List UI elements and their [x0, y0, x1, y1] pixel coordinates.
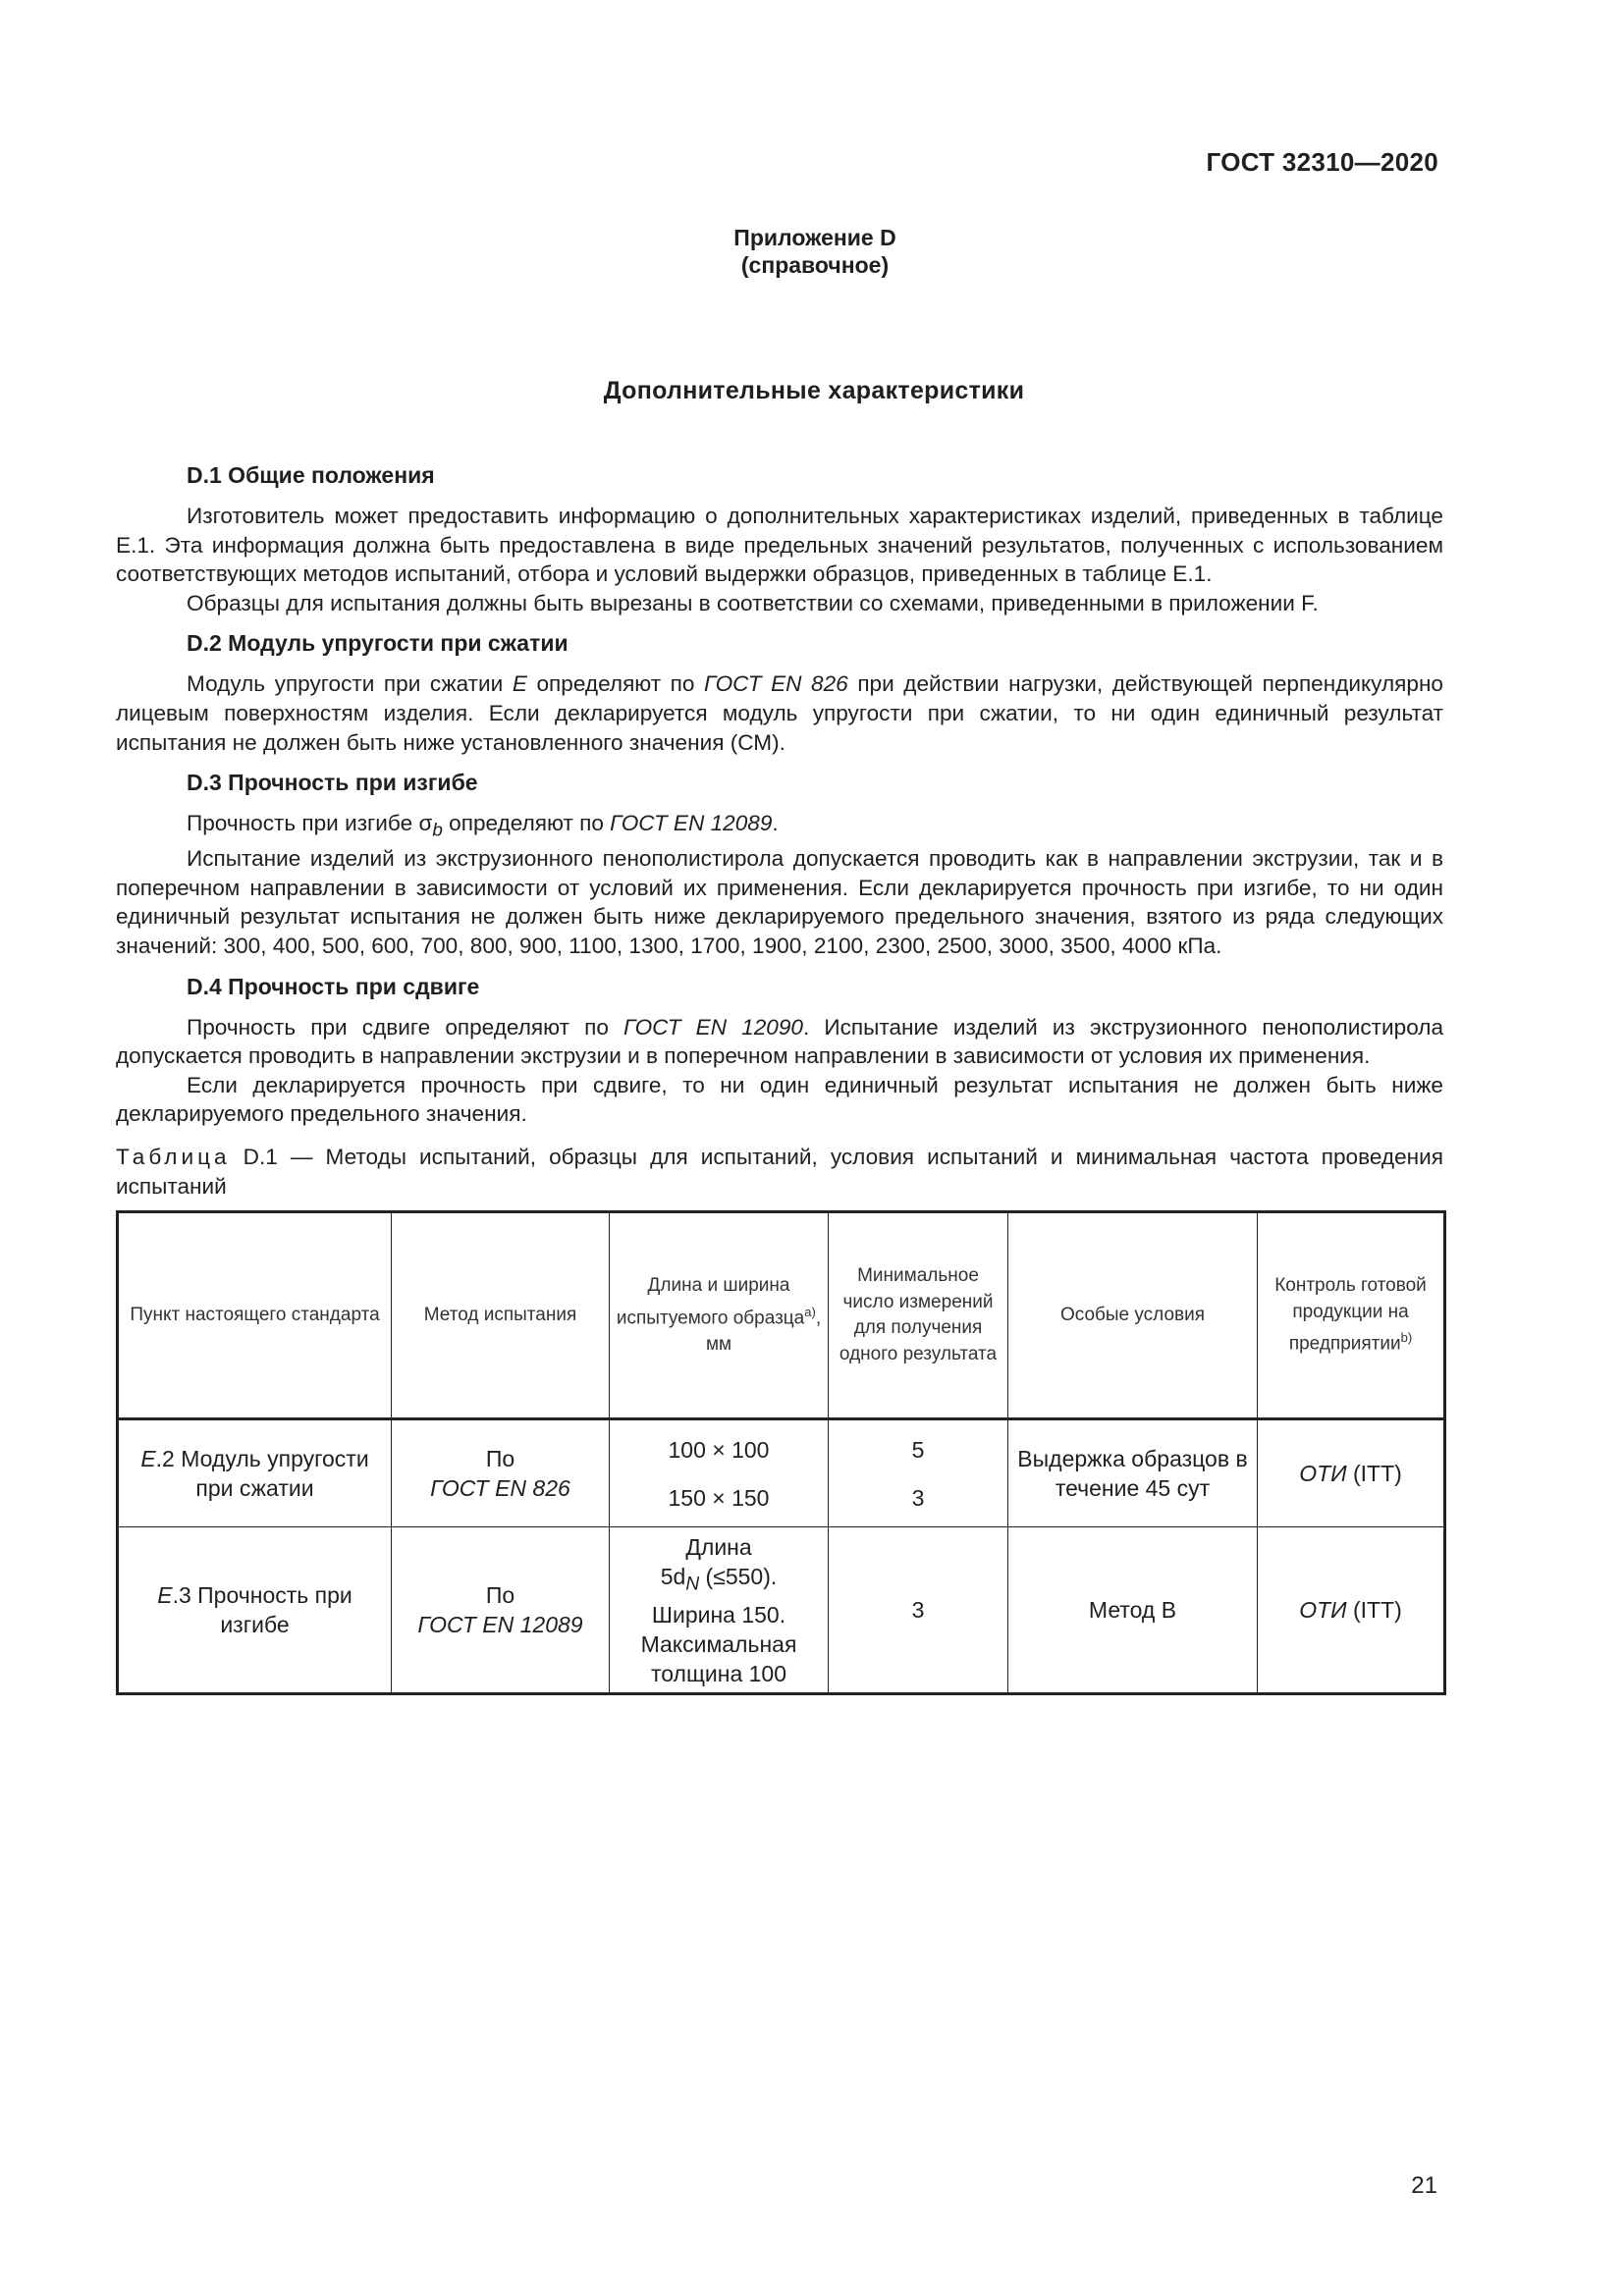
- table-header-row: [118, 1212, 1445, 1419]
- paragraph: [116, 669, 1443, 757]
- annex-subtitle: (справочное): [740, 252, 890, 278]
- caption-label: Таблица: [116, 1145, 231, 1170]
- standard-reference: ГОСТ EN 12090: [623, 1014, 803, 1040]
- clause-ref: Е: [140, 1446, 156, 1472]
- column-header: Пункт настоящего стандарта: [118, 1212, 392, 1419]
- symbol: E: [512, 671, 527, 697]
- cell-text: По: [485, 1582, 515, 1609]
- table-cell: [829, 1419, 1008, 1527]
- table-cell: [118, 1419, 392, 1527]
- paragraph: Испытание изделий из экструзионного пенополистирола допускается проводить как в направлении экструзии, так и в поперечном направлении в зависимости от условий их применения. Если декларируется прочность при изгибе, то ни один единичный результат испытания не должен быть ниже декларируемого предельного значения, взятого из ряда следующих значений: 300, 400, 500, 600, 700, 800, 900, 1100, 1300, 1700, 1900, 2100, 2300, 2500, 3000, 3500, 4000 кПа.: [116, 846, 1443, 959]
- table-cell: [118, 1527, 392, 1694]
- section-heading-d4: D.4 Прочность при сдвиге: [187, 973, 480, 999]
- table-cell: 3: [829, 1527, 1008, 1694]
- cell-text: 5: [911, 1436, 925, 1463]
- standard-reference: ГОСТ EN 826: [704, 671, 848, 697]
- section-heading-d3: D.3 Прочность при изгибе: [187, 770, 478, 796]
- cell-text: 150 × 150: [668, 1484, 770, 1511]
- cell-text: Длина: [685, 1533, 752, 1560]
- standard-reference: ГОСТ EN 12089: [417, 1612, 583, 1638]
- document-body: [116, 461, 1443, 1695]
- subscript: b: [432, 819, 443, 840]
- table-row: [118, 1527, 1445, 1694]
- cell-text: (ITT): [1346, 1461, 1402, 1487]
- footnote-mark: b): [1400, 1330, 1413, 1346]
- text-run: . Испытание изделий из экструзионного пенополистирола допускается проводить в направлении экструзии и в поперечном направлении в зависимости от условия их применения.: [116, 1014, 1444, 1069]
- cell-text: ОТИ: [1299, 1597, 1347, 1624]
- test-methods-table: [116, 1210, 1446, 1695]
- paragraph: [116, 809, 1443, 844]
- column-header: Минимальное число измерений для получения одного результата: [829, 1212, 1008, 1419]
- table-cell: [1258, 1527, 1445, 1694]
- standard-reference: ГОСТ EN 12089: [610, 811, 773, 836]
- text-run: при действии нагрузки, действующей перпендикулярно лицевым поверхностям изделия. Если декларируется модуль упругости при сжатии, то ни один единичный результат испытания не должен быть ниже установленного значения (СМ).: [116, 671, 1443, 755]
- column-header: [610, 1212, 829, 1419]
- cell-text: Максимальная толщина 100: [640, 1630, 797, 1686]
- text-run: Прочность при сдвиге определяют по: [187, 1014, 624, 1040]
- table-cell: [392, 1419, 610, 1527]
- table-cell: [1258, 1419, 1445, 1527]
- text-run: Прочность при изгибе σ: [187, 811, 433, 836]
- footnote-mark: a): [804, 1304, 816, 1319]
- cell-text: (≤550).: [699, 1563, 778, 1589]
- table-caption: [116, 1143, 1443, 1201]
- text-run: Модуль упругости при сжатии: [187, 671, 513, 697]
- paragraph: Если декларируется прочность при сдвиге, то ни один единичный результат испытания не должен быть ниже декларируемого предельного значения.: [116, 1072, 1443, 1127]
- section-heading-d1: D.1 Общие положения: [187, 462, 435, 488]
- cell-text: Ширина 150.: [651, 1601, 786, 1628]
- annex-title: Приложение D: [733, 225, 896, 250]
- standard-number: ГОСТ 32310—2020: [1206, 147, 1438, 177]
- section-heading-d2: D.2 Модуль упругости при сжатии: [187, 630, 568, 657]
- table-row: [118, 1419, 1445, 1527]
- paragraph: Образцы для испытания должны быть вырезаны в соответствии со схемами, приведенными в приложении F.: [187, 590, 1319, 615]
- cell-text: ОТИ: [1299, 1461, 1347, 1487]
- header-text: , мм: [705, 1308, 822, 1355]
- subscript: N: [685, 1574, 700, 1595]
- clause-ref: Е: [157, 1582, 173, 1609]
- table-cell: [610, 1527, 829, 1694]
- cell-text: 3: [911, 1484, 925, 1511]
- column-header: Особые условия: [1008, 1212, 1258, 1419]
- cell-text: (ITT): [1346, 1597, 1402, 1624]
- text-run: .: [772, 811, 779, 836]
- header-text: Длина и ширина испытуемого образца: [616, 1275, 805, 1329]
- paragraph: [116, 1013, 1443, 1071]
- table-cell: Метод B: [1008, 1527, 1258, 1694]
- page-number: 21: [1411, 2172, 1437, 2199]
- text-run: определяют по: [526, 671, 705, 697]
- table-cell: Выдержка образцов в течение 45 сут: [1008, 1419, 1258, 1527]
- header-text: Контроль готовой продукции на предприятии: [1274, 1275, 1427, 1355]
- table-cell: [392, 1527, 610, 1694]
- caption-text: D.1 — Методы испытаний, образцы для испытаний, условия испытаний и минимальная частота проведения испытаний: [116, 1145, 1443, 1199]
- column-header: [1258, 1212, 1445, 1419]
- paragraph: Изготовитель может предоставить информацию о дополнительных характеристиках изделий, приведенных в таблице Е.1. Эта информация должна быть предоставлена в виде предельных значений результатов, полученных с использованием соответствующих методов испытаний, отбора и условий выдержки образцов, приведенных в таблице Е.1.: [116, 504, 1443, 587]
- standard-reference: ГОСТ EN 826: [430, 1475, 570, 1502]
- cell-text: [616, 1562, 822, 1600]
- cell-text: .3 Прочность при изгибе: [172, 1582, 352, 1638]
- cell-text: По: [485, 1446, 515, 1472]
- page-title: Дополнительные характеристики: [603, 377, 1025, 404]
- cell-text: .2 Модуль упругости при сжатии: [155, 1446, 369, 1502]
- table-cell: [610, 1419, 829, 1527]
- text-run: определяют по: [442, 811, 611, 836]
- annex-heading: [0, 224, 1624, 279]
- cell-text: 5d: [660, 1563, 686, 1589]
- cell-text: 100 × 100: [668, 1436, 770, 1463]
- column-header: Метод испытания: [392, 1212, 610, 1419]
